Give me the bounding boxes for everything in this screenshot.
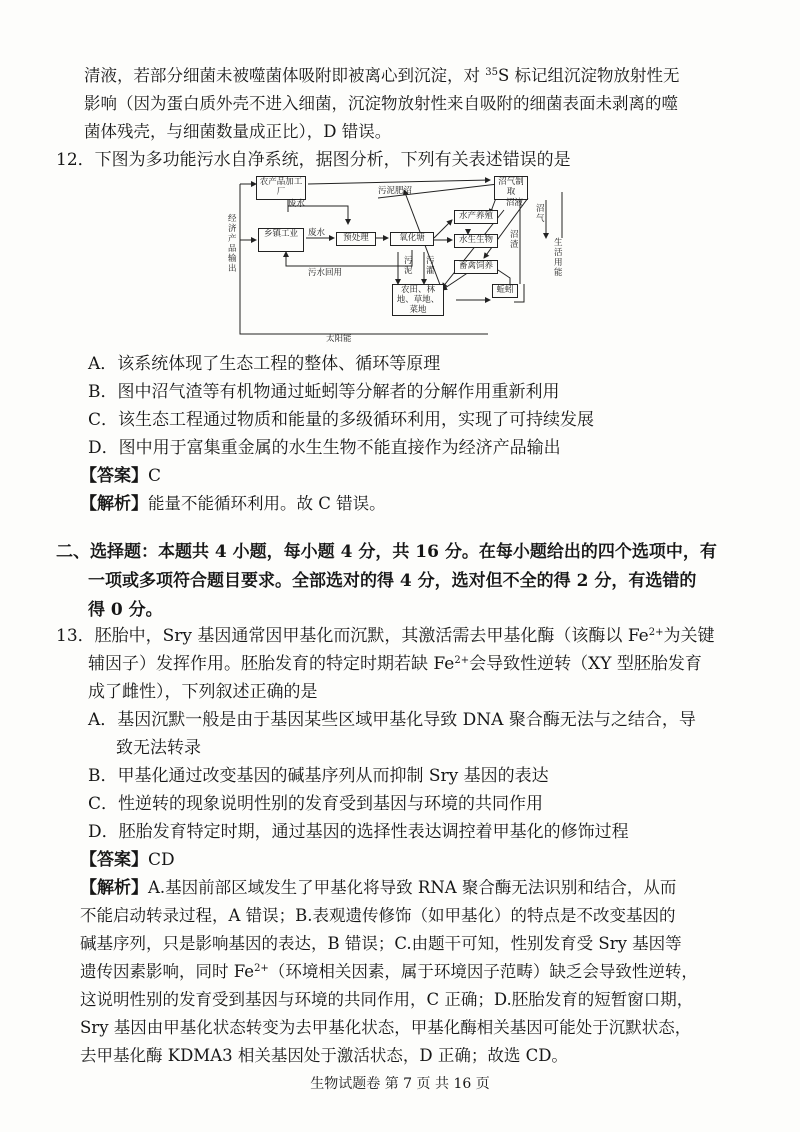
q13-answer: 【答案】CD — [80, 850, 175, 870]
q12-stem: 12．下图为多功能污水自净系统，据图分析，下列有关表述错误的是 — [56, 150, 571, 170]
label-sewage-reuse: 污水回用 — [308, 268, 343, 278]
label-domestic-energy: 生活用能 — [554, 238, 563, 278]
q13-stem-3: 成了雌性），下列叙述正确的是 — [88, 682, 318, 702]
sewage-system-diagram — [228, 172, 574, 344]
q12-option-a: A．该系统体现了生态工程的整体、循环等原理 — [88, 354, 441, 374]
box-livestock: 畜禽饲养 — [454, 260, 498, 274]
q13-option-a-1: A．基因沉默一般是由于基因某些区域甲基化导致 DNA 聚合酶无法与之结合，导 — [88, 710, 696, 730]
section2-line-2: 一项或多项符合题目要求。全部选对的得 4 分，选对但不全的得 2 分，有选错的 — [88, 571, 697, 591]
box-earthworm: 蚯蚓 — [492, 284, 518, 298]
box-aquaculture: 水产养殖 — [454, 210, 498, 224]
q13-option-c: C．性逆转的现象说明性别的发育受到基因与环境的共同作用 — [88, 794, 544, 814]
q13-analysis-5: 这说明性别的发育受到基因与环境的共同作用，C 正确；D.胚胎发育的短暂窗口期， — [80, 990, 694, 1009]
box-farmland: 农田、林地、草地、菜地 — [392, 284, 444, 316]
q13-option-d: D．胚胎发育特定时期，通过基因的选择性表达调控着甲基化的修饰过程 — [88, 822, 629, 842]
label-biogas-residue: 沼渣 — [510, 230, 519, 250]
q12-option-c: C．该生态工程通过物质和能量的多级循环利用，实现了可持续发展 — [88, 410, 595, 430]
intro-line-2: 影响（因为蛋白质外壳不进入细菌，沉淀物放射性来自吸附的细菌表面未剥离的噬 — [84, 94, 678, 113]
q12-analysis: 【解析】能量不能循环利用。故 C 错误。 — [80, 494, 386, 514]
box-rural-industry: 乡镇工业 — [258, 228, 304, 252]
label-sludge: 污泥 — [404, 256, 413, 276]
box-aquatic-bio: 水生生物 — [454, 234, 498, 248]
intro-line-3: 菌体残壳，与细菌数量成正比），D 错误。 — [84, 122, 392, 141]
q13-option-b: B．甲基化通过改变基因的碱基序列从而抑制 Sry 基因的表达 — [88, 766, 549, 786]
box-oxid-pond: 氧化塘 — [390, 232, 434, 246]
label-sunlight: 太阳能 — [326, 334, 352, 344]
q13-analysis-6: Sry 基因由甲基化状态转变为去甲基化状态，甲基化酶相关基因可能处于沉默状态， — [80, 1018, 692, 1037]
label-economic-output: 经济产品输出 — [228, 214, 237, 274]
q13-analysis-2: 不能启动转录过程，A 错误；B.表观遗传修饰（如甲基化）的特点是不改变基因的 — [80, 906, 676, 925]
section2-line-3: 得 0 分。 — [88, 600, 163, 620]
q13-analysis-3: 碱基序列，只是影响基因的表达，B 错误；C.由题干可知，性别发育受 Sry 基因等 — [80, 934, 682, 953]
section2-line-1: 二、选择题：本题共 4 小题，每小题 4 分，共 16 分。在每小题给出的四个选项中，有 — [56, 542, 717, 562]
label-biogas-gas: 沼气 — [536, 204, 545, 224]
intro-line-1: 清液，若部分细菌未被噬菌体吸附即被离心到沉淀，对 $^{35}$S 标记组沉淀物放射性无 — [84, 66, 680, 85]
q13-analysis-7: 去甲基化酶 KDMA3 相关基因处于激活状态，D 正确；故选 CD。 — [80, 1046, 568, 1065]
box-pretreat: 预处理 — [336, 232, 376, 246]
label-sludge-fert: 污泥肥沼 — [378, 186, 413, 196]
label-waste-water: 废水 — [288, 199, 306, 209]
q12-option-d: D．图中用于富集重金属的水生生物不能直接作为经济产品输出 — [88, 438, 561, 458]
label-waste-water-2: 废水 — [308, 228, 326, 238]
q13-analysis-1: 【解析】A.基因前部区域发生了甲基化将导致 RNA 聚合酶无法识别和结合，从而 — [80, 878, 677, 898]
q13-option-a-2: 致无法转录 — [116, 738, 201, 758]
q13-stem-2: 辅因子）发挥作用。胚胎发育的特定时期若缺 $Fe^{2+}$会导致性逆转（XY 型胚胎发育 — [88, 654, 702, 674]
q13-analysis-4: 遗传因素影响，同时 $Fe^{2+}$（环境相关因素，属于环境因子范畴）缺乏会导致性逆转， — [80, 962, 698, 981]
q12-option-b: B．图中沼气渣等有机物通过蚯蚓等分解者的分解作用重新利用 — [88, 382, 560, 402]
page-footer: 生物试题卷 第 7 页 共 16 页 — [310, 1076, 490, 1092]
q12-answer: 【答案】C — [80, 466, 162, 486]
box-biogas: 沼气制取 — [494, 176, 528, 200]
label-sewage-irrigation: 污灌 — [426, 256, 435, 276]
box-agri-plant: 农产品加工厂 — [256, 176, 306, 200]
q13-stem-1: 13．胚胎中，Sry 基因通常因甲基化而沉默，其激活需去甲基化酶（该酶以 $Fe^{2+}$为关键 — [56, 626, 715, 646]
label-biogas-liquid: 沼液 — [506, 198, 524, 208]
